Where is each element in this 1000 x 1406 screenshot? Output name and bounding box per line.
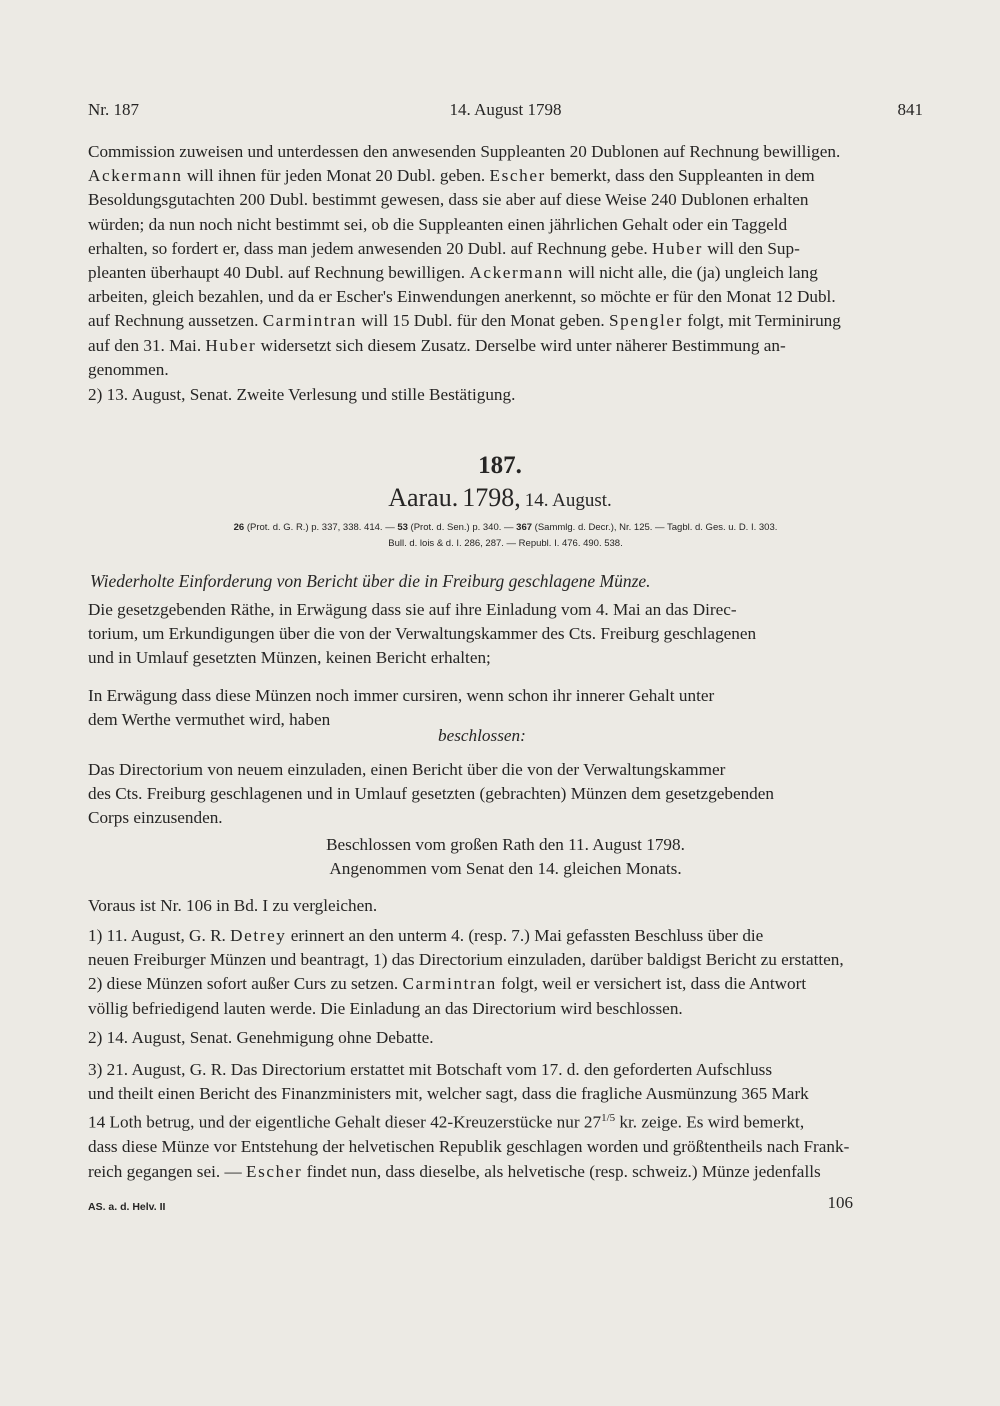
text-line — [88, 140, 923, 164]
note-1 — [88, 924, 923, 1021]
text-line — [88, 164, 923, 188]
speaker-name: Detrey — [230, 926, 287, 945]
resolution-paragraph — [88, 758, 923, 831]
text-line — [88, 997, 923, 1021]
speaker-name: Ackermann — [469, 263, 564, 283]
speaker-name: Carmintran — [402, 974, 497, 994]
text-span: folgt, weil er versichert ist, dass die Antwort — [496, 974, 807, 994]
text-line — [88, 358, 923, 382]
text-line — [88, 334, 923, 358]
sheet-number: 106 — [827, 1193, 853, 1212]
text-span: völlig befriedigend lauten werde. Die Einladung an das Directorium wird beschlossen. — [88, 998, 683, 1018]
cross-reference — [88, 894, 923, 918]
fraction: 1/5 — [601, 1112, 616, 1125]
text-span: will nicht alle, die (ja) ungleich lang — [563, 263, 818, 283]
text-line — [88, 684, 923, 708]
text-span: 2) 13. August, Senat. Zweite Verlesung und stille Bestätigung. — [88, 385, 516, 404]
place-name: Aarau. — [388, 483, 459, 512]
text-line — [88, 948, 923, 972]
page-number: 841 — [897, 100, 923, 119]
text-span: (Sammlg. d. Decr.), Nr. 125. — Tagbl. d. Ges. u. D. I. 303. — [532, 522, 778, 533]
text-span: torium, um Erkundigungen über die von der Verwaltungskammer des Cts. Freiburg geschlagenen — [88, 624, 757, 644]
text-line — [88, 1160, 923, 1184]
text-span: würden; da nun noch nicht bestimmt sei, ob die Suppleanten einen jährlichen Gehalt oder ein Taggeld — [88, 214, 788, 234]
resolution-heading: beschlossen: — [438, 726, 526, 745]
speaker-name: Spengler — [609, 311, 683, 331]
source-references — [88, 520, 923, 552]
text-span: 14 Loth betrug, und der eigentliche Gehalt dieser 42-Kreuzerstücke nur 27 — [88, 1113, 602, 1133]
text-line — [88, 261, 923, 285]
text-span: will den Sup- — [702, 238, 800, 258]
text-line — [88, 285, 923, 309]
text-line — [88, 646, 923, 670]
text-span: pleanten überhaupt 40 Dubl. auf Rechnung bewilligen. — [88, 263, 470, 283]
speaker-name: Escher — [245, 1161, 303, 1181]
year: 1798, — [462, 483, 521, 512]
text-span: Corps einzusenden. — [88, 808, 223, 828]
text-span: auf Rechnung aussetzen. — [88, 311, 263, 331]
text-line — [88, 894, 923, 918]
document-subject: Wiederholte Einforderung von Bericht über die in Freiburg geschlagene Münze. — [90, 571, 651, 591]
text-span: 2) 14. August, Senat. Genehmigung ohne Debatte. — [88, 1028, 434, 1047]
text-line — [88, 237, 923, 261]
page-footer — [88, 1193, 853, 1219]
text-span: findet nun, dass dieselbe, als helvetische (resp. schweiz.) Münze jedenfalls — [302, 1161, 821, 1181]
text-span: dem Werthe vermuthet wird, haben — [88, 710, 331, 730]
text-line — [88, 1058, 923, 1082]
date-header: 14. August 1798 — [449, 100, 562, 119]
senate-note — [88, 383, 923, 407]
text-span: In Erwägung dass diese Münzen noch immer cursiren, wenn schon ihr innerer Gehalt unter — [88, 686, 715, 705]
closing-line-council: Beschlossen vom großen Rath den 11. August 1798. — [326, 835, 685, 854]
text-span: kr. zeige. Es wird bemerkt, — [615, 1113, 805, 1133]
running-header — [88, 100, 923, 124]
considerations-paragraph — [88, 598, 923, 671]
text-line — [88, 213, 923, 237]
speaker-name: Escher — [489, 166, 546, 186]
text-line — [88, 924, 923, 948]
text-span: 3) 21. August, G. R. Das Directorium erstattet mit Botschaft vom 17. d. den geforderten Aufschluss — [88, 1060, 773, 1079]
text-line — [88, 188, 923, 212]
text-span: 2) diese Münzen sofort außer Curs zu setzen. — [88, 974, 403, 994]
text-span: Besoldungsgutachten 200 Dubl. bestimmt gewesen, dass sie aber auf diese Weise 240 Dublonen erhalten — [88, 190, 809, 210]
speaker-name: Huber — [651, 238, 703, 258]
text-span: Voraus ist Nr. 106 in Bd. I zu vergleichen. — [88, 896, 378, 915]
text-span: neuen Freiburger Münzen und beantragt, 1) das Directorium einzuladen, darüber baldigst Bericht zu erstatten, — [88, 950, 844, 970]
text-span: Bull. d. lois & d. I. 286, 287. — Republ. I. 476. 490. 538. — [388, 538, 623, 549]
text-span: will ihnen für jeden Monat 20 Dubl. geben. — [182, 166, 490, 186]
text-span: Das Directorium von neuem einzuladen, einen Bericht über die von der Verwaltungskammer — [88, 760, 726, 779]
text-line — [88, 972, 923, 996]
note-3 — [88, 1058, 923, 1184]
text-line — [88, 622, 923, 646]
ref-number: 26 — [233, 522, 245, 533]
speaker-name: Ackermann — [88, 166, 183, 186]
text-span: 1) 11. August, G. R. — [88, 926, 231, 945]
text-span: des Cts. Freiburg geschlagenen und in Umlauf gesetzten (gebrachten) Münzen dem gesetzgebenden — [88, 784, 774, 804]
date: 14. August. — [524, 490, 612, 511]
text-span: genommen. — [88, 359, 169, 379]
text-span: dass diese Münze vor Entstehung der helvetischen Republik geschlagen worden und größtentheils nach Frank- — [88, 1137, 850, 1157]
document-place-date — [0, 483, 1000, 513]
text-span: (Prot. d. G. R.) p. 337, 338. 414. — — [244, 522, 398, 533]
document-number-header: Nr. 187 — [88, 100, 139, 119]
continuation-paragraph — [88, 140, 923, 382]
text-span: Die gesetzgebenden Räthe, in Erwägung dass sie auf ihre Einladung vom 4. Mai an das Direc- — [88, 600, 737, 619]
reference-line — [88, 520, 923, 536]
text-line — [88, 1135, 923, 1159]
text-span: reich gegangen sei. — — [88, 1161, 246, 1181]
signature-mark: AS. a. d. Helv. II — [88, 1201, 166, 1213]
text-line — [88, 598, 923, 622]
document-number: 187. — [478, 452, 522, 479]
text-line — [88, 782, 923, 806]
text-line — [88, 758, 923, 782]
text-span: will 15 Dubl. für den Monat geben. — [356, 311, 610, 331]
text-span: und in Umlauf gesetzten Münzen, keinen Bericht erhalten; — [88, 648, 491, 668]
text-line — [88, 383, 923, 407]
ref-number: 53 — [397, 522, 408, 533]
text-span: bemerkt, dass den Suppleanten in dem — [545, 166, 815, 186]
text-line — [88, 1026, 923, 1050]
text-span: widersetzt sich diesem Zusatz. Derselbe wird unter näherer Bestimmung an- — [256, 335, 786, 355]
text-span: erinnert an den unterm 4. (resp. 7.) Mai gefassten Beschluss über die — [286, 926, 764, 945]
text-span: auf den 31. Mai. — [88, 335, 206, 355]
text-span: folgt, mit Terminirung — [682, 311, 841, 331]
note-2 — [88, 1026, 923, 1050]
text-span: arbeiten, gleich bezahlen, und da er Escher's Einwendungen anerkennt, so möchte er für den Monat 12 Dubl. — [88, 287, 836, 307]
text-span: und theilt einen Bericht des Finanzministers mit, welcher sagt, dass die fragliche Ausmünzung 365 Mark — [88, 1084, 809, 1104]
text-line — [88, 806, 923, 830]
speaker-name: Carmintran — [262, 311, 357, 331]
reference-line — [88, 536, 923, 552]
text-span: Commission zuweisen und unterdessen den anwesenden Suppleanten 20 Dublonen auf Rechnung bewilligen. — [88, 142, 841, 161]
closing-line-senate: Angenommen vom Senat den 14. gleichen Monats. — [329, 859, 682, 878]
text-line — [88, 309, 923, 333]
text-line — [88, 1082, 923, 1106]
text-span: erhalten, so fordert er, dass man jedem anwesenden 20 Dubl. auf Rechnung gebe. — [88, 238, 652, 258]
ref-number: 367 — [516, 522, 533, 533]
text-line — [88, 1106, 923, 1135]
speaker-name: Huber — [205, 335, 257, 355]
text-span: (Prot. d. Sen.) p. 340. — — [407, 522, 517, 533]
